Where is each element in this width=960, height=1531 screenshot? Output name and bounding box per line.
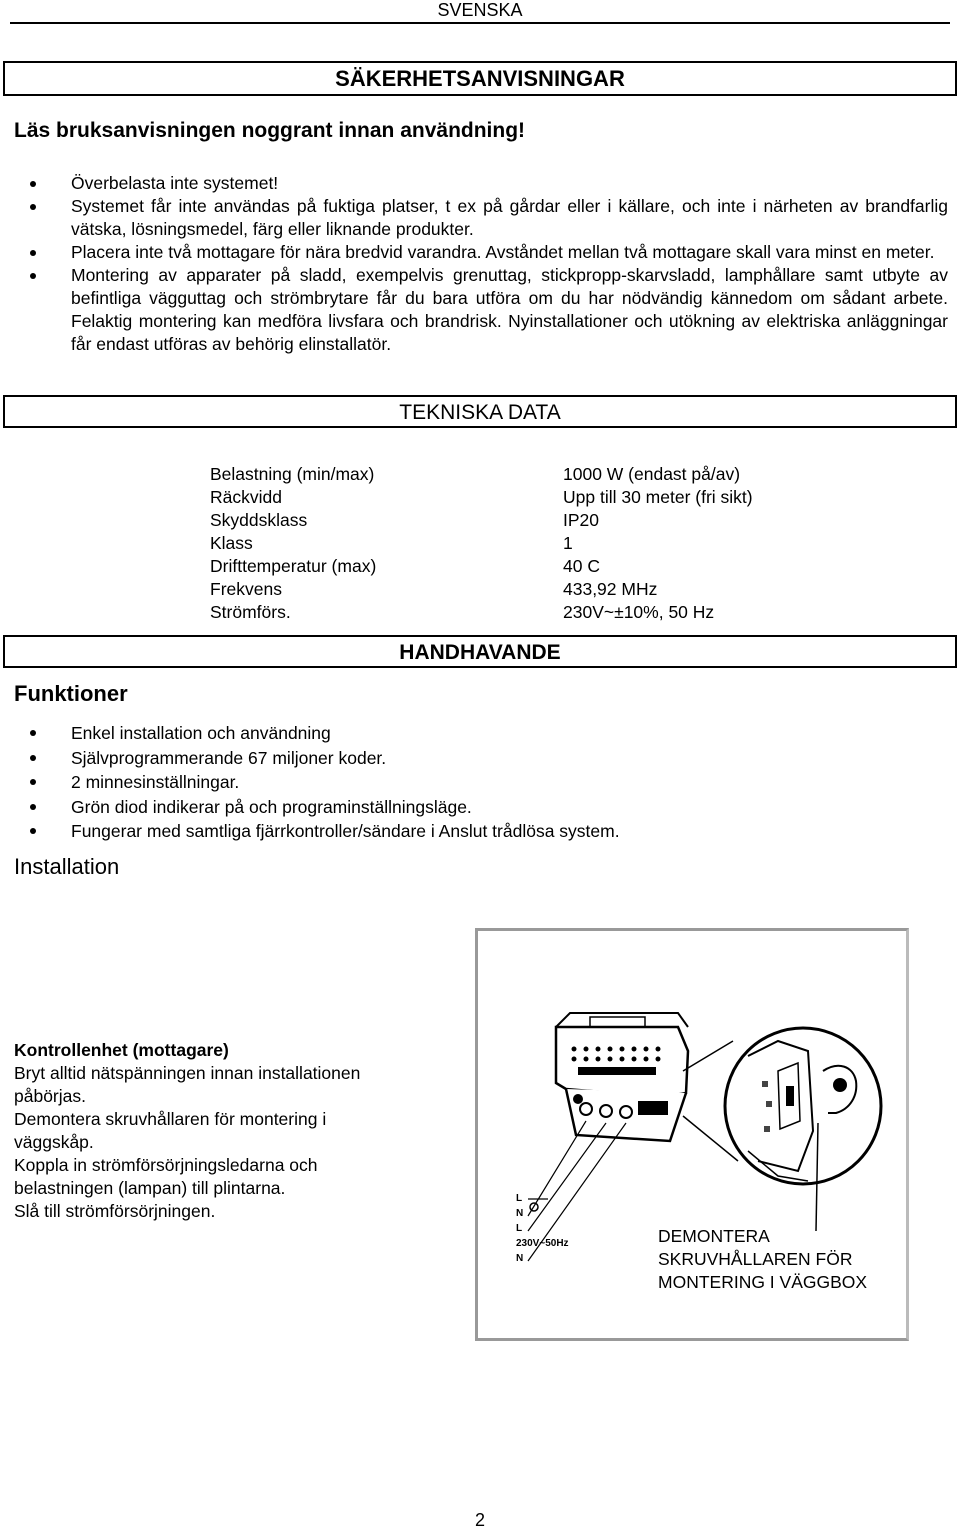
- safety-title-box: [3, 61, 957, 96]
- bullet-icon: [30, 804, 36, 810]
- list-item: Självprogrammerande 67 miljoner koder.: [14, 746, 914, 771]
- bullet-icon: [30, 828, 36, 834]
- caption-line: DEMONTERA: [658, 1226, 770, 1246]
- bullet-icon: [30, 273, 36, 279]
- terminal-label: N: [516, 1208, 524, 1219]
- safety-list: [14, 172, 948, 356]
- bullet-icon: [30, 204, 36, 210]
- table-row: Drifttemperatur (max) 40 C: [210, 556, 600, 576]
- control-unit-line: påbörjas.: [14, 1086, 86, 1106]
- list-item: Placera inte två mottagare för nära bredvid varandra. Avståndet mellan två mottagare skall vara minst en meter.: [14, 241, 948, 264]
- bullet-icon: [30, 779, 36, 785]
- tech-title-box: [3, 395, 957, 428]
- list-item: Enkel installation och användning: [14, 721, 914, 746]
- terminal-label: L: [516, 1223, 523, 1234]
- control-unit-line: belastningen (lampan) till plintarna.: [14, 1178, 286, 1198]
- control-unit-line: Koppla in strömförsörjningsledarna och: [14, 1155, 318, 1175]
- tech-title: TEKNISKA DATA: [399, 401, 561, 424]
- handling-title: HANDHAVANDE: [399, 641, 561, 664]
- list-item: Grön diod indikerar på och programinställningsläge.: [14, 795, 914, 820]
- header-rule: [10, 22, 950, 24]
- bullet-icon: [30, 250, 36, 256]
- functions-heading: Funktioner: [14, 681, 128, 706]
- bullet-icon: [30, 181, 36, 187]
- table-row: Belastning (min/max) 1000 W (endast på/av): [210, 464, 741, 484]
- bullet-icon: [30, 730, 36, 736]
- table-row: Klass 1: [210, 533, 573, 553]
- list-item: Montering av apparater på sladd, exempelvis grenuttag, stickpropp-skarvsladd, lamphållare samt utbyte av befintliga vägguttag och strömbrytare får du bara utföra om du har nödvändig kännedom om sådant arbete. Felaktig montering kan medföra livsfara och brandrisk. Nyinstallationer och utökning av elektriska anläggningar får endast utföras av behörig elinstallatör.: [14, 264, 948, 356]
- caption-line: SKRUVHÅLLAREN FÖR: [658, 1249, 853, 1269]
- figure-caption: [658, 1225, 867, 1294]
- table-row: Strömförs. 230V~±10%, 50 Hz: [210, 602, 715, 622]
- functions-list: [14, 721, 914, 844]
- terminal-labels: [516, 1191, 569, 1266]
- safety-title: SÄKERHETSANVISNINGAR: [335, 66, 625, 91]
- table-row: Räckvidd Upp till 30 meter (fri sikt): [210, 487, 753, 507]
- bullet-icon: [30, 755, 36, 761]
- caption-line: MONTERING I VÄGGBOX: [658, 1272, 868, 1292]
- control-unit-heading: Kontrollenhet (mottagare): [14, 1040, 229, 1060]
- control-unit-line: väggskåp.: [14, 1132, 94, 1152]
- control-unit-text: [14, 1039, 454, 1223]
- safety-intro: Läs bruksanvisningen noggrant innan användning!: [14, 119, 526, 142]
- control-unit-line: Demontera skruvhållaren för montering i: [14, 1109, 327, 1129]
- table-row: Frekvens 433,92 MHz: [210, 579, 658, 599]
- list-item: 2 minnesinställningar.: [14, 770, 914, 795]
- installation-heading: Installation: [14, 854, 120, 879]
- installation-figure: [475, 928, 909, 1341]
- terminal-label: 230V~50Hz: [516, 1238, 569, 1249]
- header-language: SVENSKA: [437, 0, 523, 20]
- list-item: Systemet får inte användas på fuktiga platser, t ex på gårdar eller i källare, och inte i närheten av brandfarlig vätska, lösningsmedel, färg eller liknande produkter.: [14, 195, 948, 241]
- page-number: 2: [474, 1510, 485, 1530]
- handling-title-box: [3, 635, 957, 668]
- control-unit-line: Slå till strömförsörjningen.: [14, 1201, 216, 1221]
- terminal-label: L: [516, 1193, 523, 1204]
- table-row: Skyddsklass IP20: [210, 510, 599, 530]
- list-item: Överbelasta inte systemet!: [14, 172, 948, 195]
- list-item: Fungerar med samtliga fjärrkontroller/sändare i Anslut trådlösa system.: [14, 819, 914, 844]
- terminal-label: N: [516, 1253, 524, 1264]
- control-unit-line: Bryt alltid nätspänningen innan installationen: [14, 1063, 361, 1083]
